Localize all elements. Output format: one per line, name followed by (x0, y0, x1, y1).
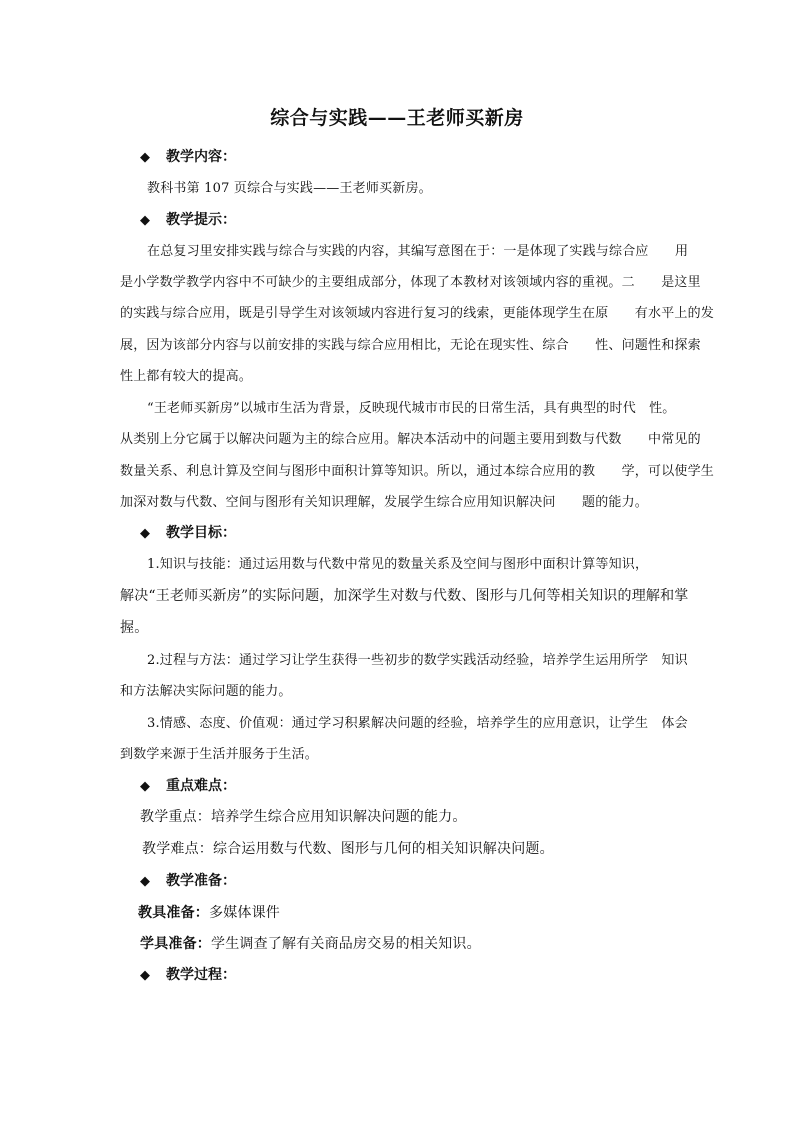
goals-line: 3.情感、态度、价值观：通过学习积累解决问题的经验，培养学生的应用意识，让学生 体会 (147, 716, 688, 731)
section-heading-content (140, 146, 236, 166)
diamond-bullet-icon: ◆ (140, 150, 150, 165)
section-heading-text: 教学过程： (166, 967, 236, 983)
diamond-bullet-icon: ◆ (140, 213, 150, 228)
prep-teacher-label: 教具准备： (138, 905, 209, 921)
diamond-bullet-icon: ◆ (140, 526, 150, 541)
keypoints-line: 教学难点：综合运用数与代数、图形与几何的相关知识解决问题。 (142, 841, 554, 857)
goals-line: 到数学来源于生活并服务于生活。 (120, 747, 319, 762)
prep-student-value: 学生调查了解有关商品房交易的相关知识。 (211, 936, 481, 952)
diamond-bullet-icon: ◆ (140, 874, 150, 889)
section-heading-prep (140, 870, 236, 890)
hint-line: 加深对数与代数、空间与图形有关知识理解，发展学生综合应用知识解决问 题的能力。 (120, 495, 649, 510)
prep-teacher-line (138, 902, 280, 922)
hint-line: 的实践与综合应用，既是引导学生对该领域内容进行复习的线索，更能体现学生在原 有水平上的发 (120, 306, 715, 321)
section-heading-text: 教学准备： (166, 873, 236, 889)
goals-line: 2.过程与方法：通过学习让学生获得一些初步的数学实践活动经验，培养学生运用所学 知识 (147, 653, 688, 668)
keypoints-line: 教学重点：培养学生综合应用知识解决问题的能力。 (140, 809, 467, 825)
hint-line: 从类别上分它属于以解决问题为主的综合应用。解决本活动中的问题主要用到数与代数 中常见的 (120, 432, 701, 447)
goals-line: 握。 (120, 620, 149, 636)
section-heading-text: 教学目标： (166, 525, 236, 541)
section-heading-keypoints (140, 775, 236, 795)
section-heading-hint (140, 209, 236, 229)
hint-line: 性上都有较大的提高。 (120, 369, 253, 384)
section-heading-process (140, 964, 236, 984)
section-heading-text: 教学内容： (166, 149, 236, 165)
hint-line: 在总复习里安排实践与综合与实践的内容，其编写意图在于：一是体现了实践与综合应 用 (147, 244, 689, 259)
diamond-bullet-icon: ◆ (140, 779, 150, 794)
prep-student-label: 学具准备： (140, 936, 211, 952)
goals-line: 和方法解决实际问题的能力。 (120, 684, 292, 699)
section-heading-text: 重点难点： (166, 778, 236, 794)
prep-student-line (140, 933, 481, 953)
prep-teacher-value: 多媒体课件 (209, 905, 280, 921)
hint-line: 展，因为该部分内容与以前安排的实践与综合应用相比，无论在现实性、综合 性、问题性和探索 (120, 338, 701, 353)
content-line: 教科书第 107 页综合与实践——王老师买新房。 (147, 181, 432, 196)
section-heading-text: 教学提示： (166, 212, 236, 228)
hint-line: “王老师买新房”以城市生活为背景，反映现代城市市民的日常生活，具有典型的时代 性。 (147, 401, 676, 416)
goals-line: 解决“王老师买新房”的实际问题，加深学生对数与代数、图形与几何等相关知识的理解和掌 (120, 588, 689, 604)
hint-line: 数量关系、利息计算及空间与图形中面积计算等知识。所以，通过本综合应用的教 学，可以使学生 (120, 464, 715, 479)
document-title: 综合与实践——王老师买新房 (270, 107, 524, 129)
diamond-bullet-icon: ◆ (140, 968, 150, 983)
goals-line: 1.知识与技能：通过运用数与代数中常见的数量关系及空间与图形中面积计算等知识， (147, 557, 649, 572)
section-heading-goals (140, 522, 236, 542)
hint-line: 是小学数学教学内容中不可缺少的主要组成部分，体现了本教材对该领域内容的重视。二 是这里 (120, 275, 701, 290)
